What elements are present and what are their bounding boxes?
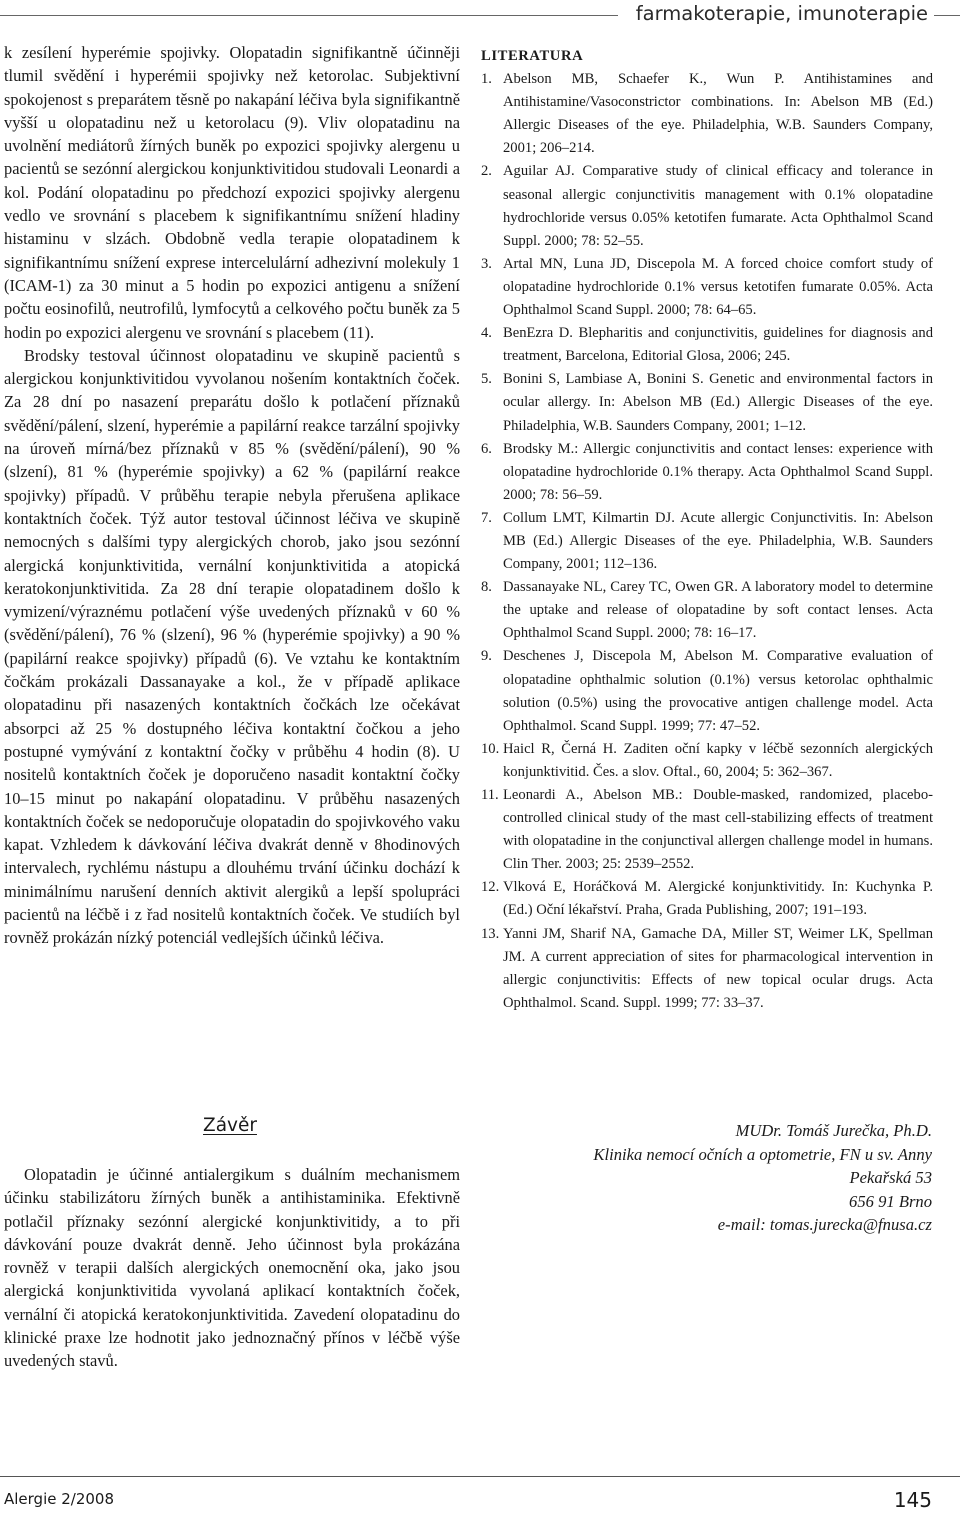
reference-number: 5. — [481, 371, 492, 388]
reference-number: 1. — [481, 71, 492, 88]
reference-number: 6. — [481, 440, 492, 457]
body-text-column — [4, 41, 460, 950]
reference-text: Haicl R, Černá H. Zaditen oční kapky v léčbě sezonních alergických konjunktivitid. Čes. a slov. Oftal., 60, 2004; 5: 362–367. — [503, 740, 933, 780]
reference-number: 2. — [481, 163, 492, 180]
reference-text: Leonardi A., Abelson MB.: Double-masked, randomized, placebo-controlled clinical study of the mast cell-stabilizing effects of treatment with olopatadine in the conjunctival allergen challenge model in humans. Clin Ther. 2003; 25: 2539–2552. — [503, 787, 933, 873]
author-city: 656 91 Brno — [849, 1191, 932, 1211]
literature-column — [481, 45, 933, 1015]
body-paragraph: Brodsky testoval účinnost olopatadinu ve skupině pacientů s alergickou konjunktivitidou vyvolanou nošením kontaktních čoček. Za 28 dní po nasazení preparátu došlo k potlačení příznaků svědění/pálení, slzení, hyperémie a papilární reakce tarzální spojivky na úroveň mírná/bez příznaků v 85 % (svědění/pálení), 90 % (slzení), 81 % (hyperémie spojivky) a 62 % (papilární reakce spojivky) případů. V průběhu terapie nebyla přerušena aplikace kontaktních čoček. Týž autor testoval účinnost léčiva ve skupině nemocných s dalšími typy alergických chorob, jako jsou sezónní alergická konjunktivitida, vernální konjunktivitida a atopická keratokonjunktivitida. Za 28 dní terapie olopatadinem došlo k vymizení/výraznému potlačení výše uvedených příznaků v 60 % (svědění/pálení), 76 % (slzení), 96 % (hyperémie spojivky) a 90 % (papilární reakce spojivky) případů (6). Ve vztahu ke kontaktním čočkám prokázali Dassanayake a kol., že v případě aplikace olopatadinu při nasazených kontaktních čočkách lze očekávat absorpci až 25 % dostupného léčiva kontaktní čočkou a jeho postupné vymývání z kontaktní čočky v průběhu 4 hodin (8). U nositelů kontaktních čoček je doporučeno nasadit kontaktní čočky 10–15 minut po nakapání olopatadinu. V průběhu nasazených kontaktních čoček se nedoporučuje olopatadin do spojivkového vaku kapat. Vzhledem k dávkování léčiva dvakrát denně v 8hodinových intervalech, rychlému nástupu a dlouhému trvání účinku dochází k minimálnímu narušení denních aktivit alergiků a lepší spolupráci pacientů na léčbě i z řad nositelů kontaktních čoček. Ve studiích byl rovněž prokázán nízký potenciál vedlejších účinků léčiva. — [4, 345, 460, 948]
author-name: MUDr. Tomáš Jurečka, Ph.D. — [735, 1121, 932, 1140]
reference-text: Abelson MB, Schaefer K., Wun P. Antihistamines and Antihistamine/Vasoconstrictor combinations. In: Abelson MB (Ed.) Allergic Diseases of the eye. Philadelphia, W.B. Saunders Company, 2001; 206–214. — [503, 71, 933, 157]
reference-text: Vlková E, Horáčková M. Alergické konjunktivitidy. In: Kuchynka P. (Ed.) Oční lékařství. Praha, Grada Publishing, 2007; 191–193. — [503, 879, 933, 919]
reference-text: Brodsky M.: Allergic conjunctivitis and contact lenses: experience with olopatadine hydrochloride 0.1% therapy. Acta Ophthalmol Scand Suppl. 2000; 78: 56–59. — [503, 440, 933, 503]
reference-number: 12. — [481, 879, 500, 896]
reference-number: 13. — [481, 925, 500, 942]
header-rule — [0, 15, 618, 16]
reference-text: Collum LMT, Kilmartin DJ. Acute allergic Conjunctivitis. In: Abelson MB (Ed.) Allergic Diseases of the eye. Philadelphia, W.B. Saunders Company, 2001; 112–136. — [503, 509, 933, 573]
author-email[interactable]: e-mail: tomas.jurecka@fnusa.cz — [717, 1215, 932, 1235]
reference-item — [481, 645, 933, 737]
literature-heading: LITERATURA — [481, 48, 584, 64]
reference-list — [481, 68, 933, 1015]
header-rule-right — [934, 15, 960, 16]
reference-item — [481, 253, 933, 322]
reference-number: 9. — [481, 648, 492, 665]
conclusion-heading: Závěr — [203, 1115, 257, 1136]
reference-item — [481, 876, 933, 922]
reference-text: Yanni JM, Sharif NA, Gamache DA, Miller ST, Weimer LK, Spellman JM. A current appreciation of sites for pharmacological intervention in allergic conjunctivitis: Effects of new topical ocular drugs. Acta Ophthalmol. Scand. Suppl. 1999; 77: 33–37. — [503, 925, 933, 1011]
author-institution: Klinika nemocí očních a optometrie, FN u sv. Anny — [593, 1144, 932, 1164]
section-header: farmakoterapie, imunoterapie — [635, 2, 928, 25]
author-signature — [472, 1119, 932, 1237]
reference-item — [481, 438, 933, 507]
reference-text: BenEzra D. Blepharitis and conjunctivitis, guidelines for diagnosis and treatment, Barcelona, Editorial Glosa, 2006; 245. — [503, 325, 933, 365]
author-street: Pekařská 53 — [849, 1168, 932, 1188]
page-number: 145 — [893, 1488, 932, 1512]
reference-item — [481, 738, 933, 784]
reference-item — [481, 322, 933, 368]
reference-number: 10. — [481, 740, 500, 757]
reference-item — [481, 160, 933, 252]
footer-rule — [0, 1476, 960, 1477]
reference-number: 8. — [481, 579, 492, 596]
reference-item — [481, 576, 933, 645]
reference-number: 7. — [481, 509, 492, 526]
reference-text: Dassanayake NL, Carey TC, Owen GR. A laboratory model to determine the uptake and release of olopatadine by soft contact lenses. Acta Ophthalmol Scand Suppl. 2000; 78: 16–17. — [503, 579, 933, 642]
journal-issue: Alergie 2/2008 — [4, 1490, 115, 1508]
reference-number: 11. — [481, 787, 499, 803]
reference-item — [481, 784, 933, 876]
reference-item — [481, 923, 933, 1015]
reference-number: 3. — [481, 255, 492, 272]
reference-number: 4. — [481, 325, 492, 342]
reference-text: Bonini S, Lambiase A, Bonini S. Genetic and environmental factors in ocular allergy. In: Abelson MB (Ed.) Allergic Diseases of the eye. Philadelphia, W.B. Saunders Company, 2001; 1–12. — [503, 371, 933, 434]
reference-item — [481, 368, 933, 437]
reference-item — [481, 507, 933, 576]
body-paragraph: k zesílení hyperémie spojivky. Olopatadin signifikantně účinněji tlumil svědění i hyperémii spojivky než ketorolac. Subjektivní spokojenost s preparátem těsně po nakapání léčiva byla signifikantně vyšší u olopatadinu než u ketorolacu (9). Vliv olopatadinu na uvolnění mediátorů žírných buněk po expozici spojivky alergenu u pacientů se sezónní alergickou konjunktivitidou studovali Leonardi a kol. Podání olopatadinu po předchozí expozici spojivky alergenu vedlo ve srovnání s placebem k signifikantnímu snížení hladiny histaminu v slzách. Obdobně vedla terapie olopatadinem k signifikantnímu snížení exprese intercelulární adhezivní molekuly 1 (ICAM-1) za 30 minut a 5 hodin po expozici antigenu a snížení počtu eosinofilů, neutrofilů, lymfocytů a celkového počtu buněk za 5 hodin po expozici alergenu ve srovnání s placebem (11). — [4, 43, 460, 342]
reference-text: Aguilar AJ. Comparative study of clinical efficacy and tolerance in seasonal allergic conjunctivitis management with 0.1% olopatadine hydrochloride versus 0.05% ketotifen fumarate. Acta Ophthalmol Scand Suppl. 2000; 78: 52–55. — [503, 163, 933, 249]
reference-text: Artal MN, Luna JD, Discepola M. A forced choice comfort study of olopatadine hydrochloride 0.1% versus ketotifen fumarate 0.05%. Acta Ophthalmol Scand Suppl. 2000; 78: 64–65. — [503, 255, 933, 319]
conclusion-paragraph: Olopatadin je účinné antialergikum s duálním mechanismem účinku stabilizátoru žírných buněk a antihistaminika. Efektivně potlačil příznaky sezónní alergické konjunktivitidy, a to při dávkování pouze dvakrát denně. Jeho účinnost byla prokázána rovněž v terapii dalších alergických onemocnění oka, jako jsou alergická konjunktivitida vyvolaná aplikací kontaktních čoček, vernální či atopická keratokonjunktivitida. Zavedení olopatadinu do klinické praxe lze hodnotit jako jednoznačný přínos v léčbě výše uvedených stavů. — [4, 1165, 460, 1371]
reference-item — [481, 68, 933, 160]
reference-text: Deschenes J, Discepola M, Abelson M. Comparative evaluation of olopatadine ophthalmic solution (0.1%) versus ketorolac ophthalmic solution (0.5%) using the provocative antigen challenge model. Acta Ophthalmol. Scand Suppl. 1999; 77: 47–52. — [503, 648, 933, 734]
